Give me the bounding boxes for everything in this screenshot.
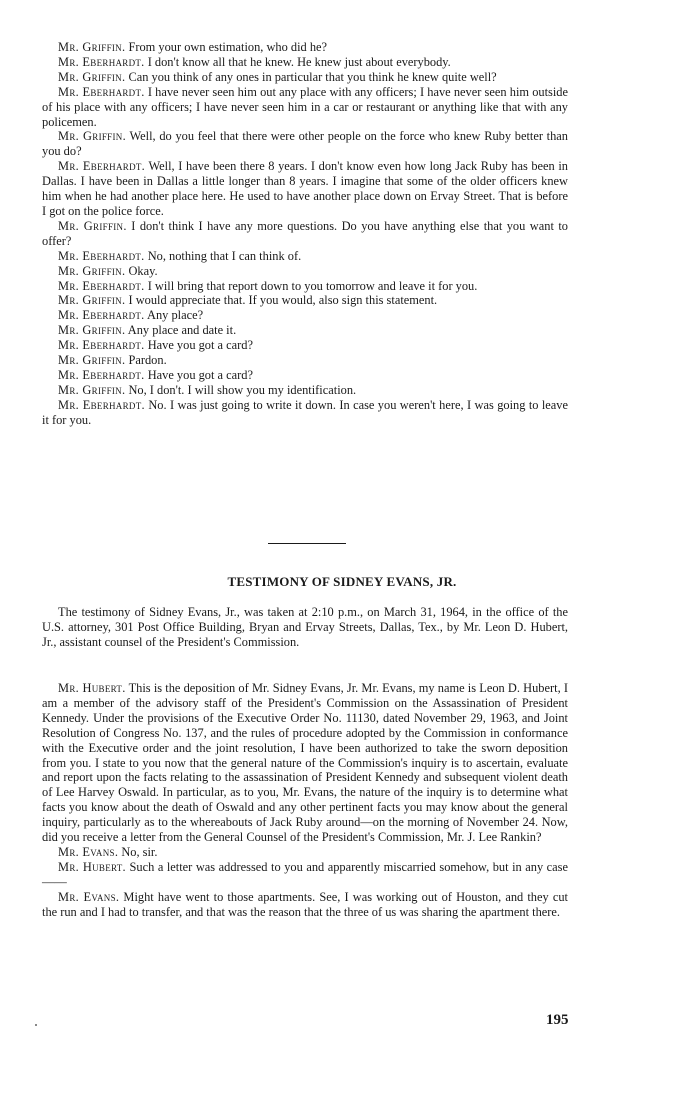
speaker-name: Mr. Eberhardt. — [58, 159, 146, 174]
dialogue-paragraph — [42, 308, 568, 323]
dialogue-paragraph — [42, 129, 568, 159]
dialogue-paragraph — [42, 219, 568, 249]
statement-text: Can you think of any ones in particular that you think he knew quite well? — [125, 69, 497, 84]
statement-text: Well, do you feel that there were other people on the force who knew Ruby better than you do? — [42, 129, 568, 159]
speaker-name: Mr. Griffin. — [58, 323, 126, 338]
statement-text: Have you got a card? — [144, 367, 253, 382]
statement-text: This is the deposition of Mr. Sidney Evans, Jr. Mr. Evans, my name is Leon D. Hubert, I am a member of the advisory staff of the President's Commission on the Assassination of President Kennedy. Under the provisions of the Executive Order No. 11130, dated November 29, 1963, and Joint Resolution of Congress No. 137, and the rules of procedure adopted by the Commission in conformance with the Executive order and the joint resolution, I have been authorized to take the sworn deposition from you. I state to you now that the general nature of the Commission's inquiry is to ascertain, evaluate and report upon the facts relating to the assassination of President Kennedy and subsequent violent death of Lee Harvey Oswald. In particular, as to you, Mr. Evans, the nature of the inquiry is to determine what facts you know about the death of Oswald and any other pertinent facts you may know about the general inquiry, particularly as to the whereabouts of Jack Ruby around—on the morning of November 24. Now, did you receive a letter from the General Counsel of the President's Commission, Mr. J. Lee Rankin? — [42, 681, 568, 845]
statement-text: Okay. — [125, 263, 158, 278]
speaker-name: Mr. Eberhardt. — [58, 397, 145, 412]
statement-text: I have never seen him out any place with any officers; I have never seen him outside of his place with any officers; I have never seen him in a car or restaurant or anything like that with any policemen. — [42, 84, 568, 129]
dialogue-section-evans — [42, 681, 568, 920]
speaker-name: Mr. Griffin. — [58, 40, 126, 54]
dialogue-paragraph — [42, 681, 568, 845]
dialogue-paragraph — [42, 70, 568, 85]
speaker-name: Mr. Eberhardt. — [58, 248, 145, 263]
speaker-name: Mr. Evans. — [58, 844, 119, 859]
dialogue-paragraph — [42, 293, 568, 308]
dialogue-paragraph — [42, 860, 568, 890]
speaker-name: Mr. Evans. — [58, 889, 120, 904]
statement-text: Any place and date it. — [125, 323, 237, 338]
statement-text: Well, I have been there 8 years. I don't know even how long Jack Ruby has been in Dallas. I have been in Dallas a little longer than 8 years. I imagine that some of the older officers knew him when he had another place here. He used to have another place down on Ervay Street. That is before I got on the police force. — [42, 159, 568, 218]
speaker-name: Mr. Griffin. — [58, 382, 126, 397]
page-number: 195 — [546, 1012, 569, 1028]
speaker-name: Mr. Griffin. — [58, 263, 126, 278]
statement-text: Pardon. — [125, 353, 167, 368]
dialogue-paragraph — [42, 159, 568, 219]
statement-text: I don't think I have any more questions. Do you have anything else that you want to offer? — [42, 218, 568, 248]
statement-text: Any place? — [144, 308, 204, 323]
dialogue-paragraph — [42, 264, 568, 279]
dialogue-paragraph — [42, 323, 568, 338]
statement-text: No, I don't. I will show you my identification. — [125, 382, 357, 397]
speaker-name: Mr. Griffin. — [58, 69, 126, 84]
speaker-name: Mr. Griffin. — [58, 218, 127, 233]
dialogue-paragraph — [42, 398, 568, 428]
statement-text: I would appreciate that. If you would, also sign this statement. — [125, 293, 438, 308]
dialogue-paragraph — [42, 338, 568, 353]
speaker-name: Mr. Eberhardt. — [58, 84, 145, 99]
dialogue-paragraph — [42, 353, 568, 368]
statement-text: No, nothing that I can think of. — [144, 248, 302, 263]
dialogue-section-eberhardt — [42, 40, 568, 428]
statement-text: I don't know all that he knew. He knew just about everybody. — [144, 54, 451, 69]
speaker-name: Mr. Griffin. — [58, 353, 126, 368]
speaker-name: Mr. Eberhardt. — [58, 308, 145, 323]
statement-text: Have you got a card? — [144, 338, 253, 353]
speaker-name: Mr. Griffin. — [58, 293, 126, 308]
statement-text: Might have went to those apartments. See, I was working out of Houston, and they cut the run and I had to transfer, and that was the reason that the three of us was sharing the apartment there. — [42, 889, 568, 919]
dialogue-paragraph — [42, 85, 568, 130]
statement-text: No, sir. — [118, 844, 158, 859]
speaker-name: Mr. Eberhardt. — [58, 338, 145, 353]
speaker-name: Mr. Hubert. — [58, 859, 126, 874]
scan-speck — [35, 1024, 37, 1026]
speaker-name: Mr. Eberhardt. — [58, 278, 145, 293]
section-heading: TESTIMONY OF SIDNEY EVANS, JR. — [227, 574, 457, 589]
statement-text: Such a letter was addressed to you and apparently miscarried somehow, but in any case—— — [42, 859, 568, 889]
dialogue-paragraph — [42, 890, 568, 920]
dialogue-paragraph — [42, 55, 568, 70]
dialogue-paragraph — [42, 40, 568, 55]
intro-paragraph: The testimony of Sidney Evans, Jr., was taken at 2:10 p.m., on March 31, 1964, in the office of the U.S. attorney, 301 Post Office Building, Bryan and Ervay Streets, Dallas, Tex., by Mr. Leon D. Hubert, Jr., assistant counsel of the President's Commission. — [42, 605, 568, 649]
statement-text: From your own estimation, who did he? — [125, 40, 328, 54]
dialogue-paragraph — [42, 279, 568, 294]
intro-section — [42, 605, 568, 650]
statement-text: No. I was just going to write it down. In case you weren't here, I was going to leave it for you. — [42, 397, 569, 427]
section-divider — [268, 543, 346, 544]
dialogue-paragraph — [42, 383, 568, 398]
speaker-name: Mr. Griffin. — [58, 129, 126, 144]
speaker-name: Mr. Eberhardt. — [58, 54, 145, 69]
speaker-name: Mr. Hubert. — [58, 681, 126, 695]
statement-text: I will bring that report down to you tomorrow and leave it for you. — [144, 278, 478, 293]
speaker-name: Mr. Eberhardt. — [58, 367, 145, 382]
dialogue-paragraph — [42, 249, 568, 264]
dialogue-paragraph — [42, 368, 568, 383]
dialogue-paragraph — [42, 845, 568, 860]
